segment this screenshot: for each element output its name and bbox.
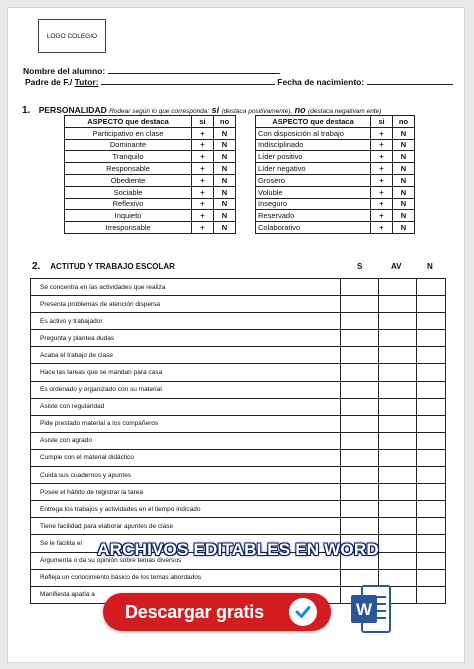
trait-label: Líder positivo [256, 151, 371, 163]
si-mark[interactable]: + [371, 222, 393, 234]
trait-row [65, 210, 236, 222]
si-mark[interactable]: + [371, 127, 393, 139]
rating-cell-s[interactable] [341, 296, 379, 313]
rating-cell-n[interactable] [417, 484, 446, 501]
section-title: PERSONALIDAD [38, 105, 107, 115]
attitude-row [31, 296, 446, 313]
student-name-label: Nombre del alumno: [23, 66, 106, 76]
trait-row [65, 151, 236, 163]
si-header: si [371, 116, 393, 128]
trait-label: Líder negativo [256, 163, 371, 175]
no-mark[interactable]: N [214, 139, 236, 151]
attitude-row [31, 347, 446, 364]
rating-cell-av[interactable] [379, 484, 417, 501]
no-mark[interactable]: N [393, 222, 415, 234]
parent-label: Padre de F./ [25, 77, 73, 87]
rating-cell-n[interactable] [417, 518, 446, 535]
section-number: 1. [22, 105, 31, 116]
si-mark[interactable]: + [371, 163, 393, 175]
attitude-label: Cumple con el material didáctico [31, 449, 341, 466]
trait-label: Indisciplinado [256, 139, 371, 151]
trait-row [256, 151, 415, 163]
no-mark[interactable]: N [214, 151, 236, 163]
rating-cell-s[interactable] [341, 347, 379, 364]
si-mark[interactable]: + [371, 139, 393, 151]
no-header: no [393, 116, 415, 128]
rating-cell-n[interactable] [417, 552, 446, 569]
trait-label: Dominante [65, 139, 192, 151]
birth-date-line [367, 77, 453, 85]
trait-row [256, 127, 415, 139]
rating-cell-n[interactable] [417, 398, 446, 415]
table-header-row [65, 116, 236, 128]
document-sheet [7, 7, 465, 663]
trait-label: Voluble [256, 186, 371, 198]
aspect-header: ASPECTO que destaca [65, 116, 192, 128]
rating-cell-av[interactable] [379, 330, 417, 347]
no-mark[interactable]: N [214, 198, 236, 210]
word-document-icon[interactable] [350, 583, 392, 635]
logo-text: LOGO COLEGIO [46, 32, 98, 40]
attitude-row [31, 364, 446, 381]
attitude-row [31, 449, 446, 466]
rating-cell-s[interactable] [341, 501, 379, 518]
trait-label: Responsable [65, 163, 192, 175]
rating-cell-s[interactable] [341, 313, 379, 330]
trait-label: Tranquilo [65, 151, 192, 163]
check-icon [289, 598, 317, 626]
rating-cell-n[interactable] [417, 381, 446, 398]
rating-cell-av[interactable] [379, 381, 417, 398]
trait-label: Obediente [65, 174, 192, 186]
attitude-label: Hace las tareas que se mandan para casa [31, 364, 341, 381]
trait-row [65, 198, 236, 210]
trait-label: Reflexivo [65, 198, 192, 210]
attitude-label: Pide prestado material a los compañeros [31, 415, 341, 432]
rating-cell-n[interactable] [417, 569, 446, 586]
trait-row [256, 139, 415, 151]
rating-cell-av[interactable] [379, 432, 417, 449]
rating-cell-av[interactable] [379, 296, 417, 313]
note-negative: (destaca negativam ente) [308, 108, 382, 115]
rating-cell-av[interactable] [379, 347, 417, 364]
rating-cell-av[interactable] [379, 449, 417, 466]
rating-cell-s[interactable] [341, 364, 379, 381]
attitude-row [31, 381, 446, 398]
rating-cell-s[interactable] [341, 279, 379, 296]
trait-row [256, 222, 415, 234]
attitude-row [31, 313, 446, 330]
si-mark[interactable]: + [192, 210, 214, 222]
trait-row [256, 174, 415, 186]
trait-label: Con disposición al trabajo [256, 127, 371, 139]
rating-cell-n[interactable] [417, 586, 446, 603]
column-s-header: S [357, 262, 363, 271]
attitude-label: Es ordenado y organizado con su material [31, 381, 341, 398]
si-mark[interactable]: + [192, 163, 214, 175]
parent-line [101, 77, 275, 85]
no-mark[interactable]: N [393, 139, 415, 151]
attitude-label: Pregunta y plantea dudas [31, 330, 341, 347]
trait-label: Participativo en clase [65, 127, 192, 139]
birth-date-label: Fecha de nacimiento: [277, 77, 365, 87]
attitude-label: Asiste con regularidad [31, 398, 341, 415]
attitude-label: Manifiesta apatía a [31, 586, 341, 603]
note-no: no [294, 105, 306, 115]
student-name-line [108, 66, 280, 74]
trait-label: Inquieto [65, 210, 192, 222]
attitude-label: Cuida sus cuadernos y apuntes [31, 467, 341, 484]
section-note: Rodear según lo que corresponda: [109, 108, 210, 115]
personality-table-right [255, 115, 415, 234]
column-n-header: N [427, 262, 433, 271]
rating-cell-n[interactable] [417, 501, 446, 518]
si-mark[interactable]: + [192, 186, 214, 198]
si-mark[interactable]: + [192, 222, 214, 234]
attitude-label: Posee el hábito de registrar la tarea [31, 484, 341, 501]
trait-row [65, 127, 236, 139]
rating-cell-n[interactable] [417, 415, 446, 432]
no-mark[interactable]: N [214, 186, 236, 198]
attitude-label: Acaba el trabajo de clase [31, 347, 341, 364]
trait-row [65, 163, 236, 175]
attitude-label: Se le facilita el [31, 535, 341, 552]
no-mark[interactable]: N [393, 186, 415, 198]
si-mark[interactable]: + [192, 139, 214, 151]
section-title: ACTITUD Y TRABAJO ESCOLAR [50, 262, 175, 271]
tutor-label: Tutor: [74, 77, 99, 87]
rating-cell-s[interactable] [341, 467, 379, 484]
trait-label: Grosero [256, 174, 371, 186]
rating-cell-s[interactable] [341, 449, 379, 466]
attitude-row [31, 415, 446, 432]
si-mark[interactable]: + [192, 151, 214, 163]
rating-cell-av[interactable] [379, 313, 417, 330]
rating-cell-av[interactable] [379, 467, 417, 484]
attitude-row [31, 432, 446, 449]
rating-cell-s[interactable] [341, 415, 379, 432]
trait-label: Sociable [65, 186, 192, 198]
si-header: si [192, 116, 214, 128]
attitude-label: Asiste con agrado [31, 432, 341, 449]
no-header: no [214, 116, 236, 128]
column-av-header: AV [391, 262, 402, 271]
trait-row [65, 139, 236, 151]
section-attitude-heading [32, 261, 175, 272]
table-header-row [256, 116, 415, 128]
rating-cell-n[interactable] [417, 467, 446, 484]
si-mark[interactable]: + [371, 186, 393, 198]
school-logo-box [38, 19, 106, 53]
rating-cell-av[interactable] [379, 501, 417, 518]
rating-cell-n[interactable] [417, 432, 446, 449]
attitude-label: Entrega los trabajos y actividades en el tiempo indicado [31, 501, 341, 518]
no-mark[interactable]: N [393, 163, 415, 175]
rating-cell-av[interactable] [379, 279, 417, 296]
attitude-row [31, 279, 446, 296]
parent-field [25, 77, 453, 87]
rating-cell-s[interactable] [341, 330, 379, 347]
no-mark[interactable]: N [214, 174, 236, 186]
si-mark[interactable]: + [371, 151, 393, 163]
rating-cell-av[interactable] [379, 398, 417, 415]
rating-cell-n[interactable] [417, 347, 446, 364]
attitude-label: Refleja un conocimiento básico de los temas abordados [31, 569, 341, 586]
rating-cell-s[interactable] [341, 381, 379, 398]
no-mark[interactable]: N [393, 174, 415, 186]
attitude-row [31, 501, 446, 518]
rating-cell-n[interactable] [417, 535, 446, 552]
trait-row [256, 163, 415, 175]
section-number: 2. [32, 261, 41, 272]
no-mark[interactable]: N [214, 210, 236, 222]
no-mark[interactable]: N [214, 163, 236, 175]
si-mark[interactable]: + [192, 174, 214, 186]
promo-banner-text: ARCHIVOS EDITABLES EN WORD [97, 540, 379, 559]
rating-cell-av[interactable] [379, 518, 417, 535]
download-free-button[interactable] [103, 593, 331, 631]
no-mark[interactable]: N [393, 127, 415, 139]
si-mark[interactable]: + [371, 210, 393, 222]
si-mark[interactable]: + [192, 127, 214, 139]
rating-cell-n[interactable] [417, 279, 446, 296]
attitude-row [31, 467, 446, 484]
si-mark[interactable]: + [192, 198, 214, 210]
no-mark[interactable]: N [393, 210, 415, 222]
word-letter: W [355, 600, 373, 619]
attitude-row [31, 398, 446, 415]
trait-row [65, 174, 236, 186]
attitude-row [31, 330, 446, 347]
trait-row [65, 186, 236, 198]
trait-label: Colaborativo [256, 222, 371, 234]
trait-label: Irresponsable [65, 222, 192, 234]
rating-cell-s[interactable] [341, 484, 379, 501]
attitude-label: Argumenta o da su opinión sobre temas diversos [31, 552, 341, 569]
rating-cell-av[interactable] [379, 415, 417, 432]
trait-row [256, 210, 415, 222]
attitude-label: Tiene facilidad para elaborar apuntes de clase [31, 518, 341, 535]
attitude-row [31, 484, 446, 501]
rating-cell-n[interactable] [417, 296, 446, 313]
rating-cell-s[interactable] [341, 518, 379, 535]
note-positive: (destaca positivamente), [221, 108, 293, 115]
rating-cell-n[interactable] [417, 330, 446, 347]
trait-row [65, 222, 236, 234]
personality-table-left [64, 115, 236, 234]
rating-cell-s[interactable] [341, 432, 379, 449]
no-mark[interactable]: N [214, 127, 236, 139]
no-mark[interactable]: N [214, 222, 236, 234]
download-button-label: Descargar gratis [125, 601, 264, 622]
rating-cell-s[interactable] [341, 398, 379, 415]
aspect-header: ASPECTO que destaca [256, 116, 371, 128]
rating-cell-n[interactable] [417, 313, 446, 330]
rating-cell-n[interactable] [417, 364, 446, 381]
rating-cell-av[interactable] [379, 364, 417, 381]
rating-cell-n[interactable] [417, 449, 446, 466]
trait-row [256, 198, 415, 210]
trait-label: Reservado [256, 210, 371, 222]
attitude-label: Presenta problemas de atención dispersa [31, 296, 341, 313]
student-name-field [23, 66, 280, 76]
si-mark[interactable]: + [371, 174, 393, 186]
attitude-label: Se concentra en las actividades que realiza [31, 279, 341, 296]
attitude-row [31, 518, 446, 535]
no-mark[interactable]: N [393, 151, 415, 163]
trait-label: Inseguro [256, 198, 371, 210]
no-mark[interactable]: N [393, 198, 415, 210]
si-mark[interactable]: + [371, 198, 393, 210]
note-si: si [211, 105, 220, 115]
trait-row [256, 186, 415, 198]
attitude-label: Es activo y trabajador [31, 313, 341, 330]
